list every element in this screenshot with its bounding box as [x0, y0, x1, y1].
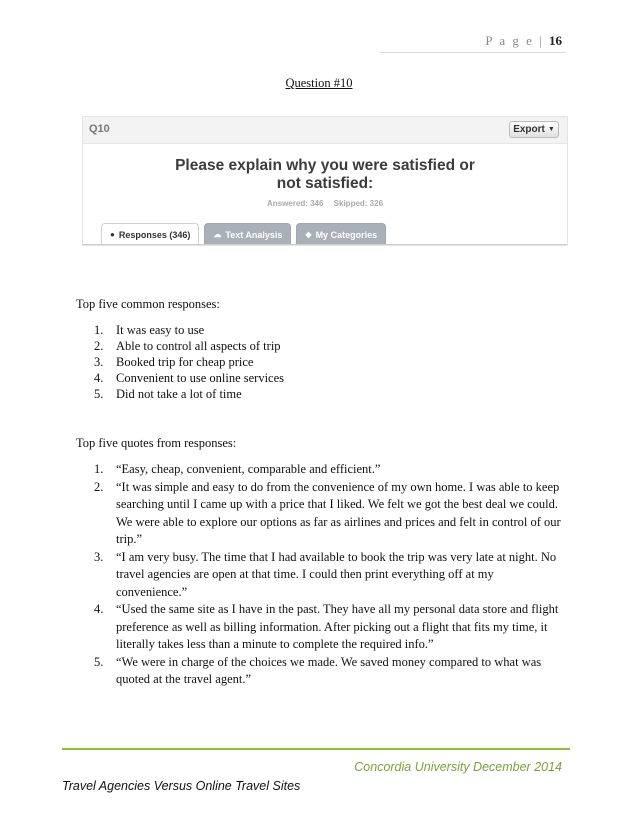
footer-institution: Concordia University December 2014: [354, 760, 562, 774]
survey-question-line-2: not satisfied:: [276, 175, 374, 192]
tab-text-analysis-label: Text Analysis: [225, 229, 283, 240]
page-number: 16: [549, 33, 562, 48]
page-header: [485, 33, 562, 49]
list-item: 1. It was easy to use: [94, 323, 205, 337]
page-separator: |: [539, 33, 544, 48]
tab-text-analysis[interactable]: [204, 223, 291, 245]
list-item: 5. Did not take a lot of time: [94, 387, 242, 401]
quotes-title: Top five quotes from responses:: [76, 436, 237, 450]
speech-bubble-icon: ●: [110, 230, 115, 239]
survey-question-text: [83, 157, 567, 193]
tag-icon: ◆: [305, 230, 312, 239]
panel-tabs: [101, 223, 386, 245]
list-item: 1. “Easy, cheap, convenient, comparable and efficient.”: [94, 462, 381, 476]
response-stats: [83, 199, 567, 208]
skipped-count: Skipped: 326: [333, 199, 384, 208]
panel-toolbar: [83, 117, 567, 144]
tab-my-categories[interactable]: [296, 223, 386, 245]
quotes-list: [94, 461, 568, 689]
export-button[interactable]: [509, 121, 559, 138]
footer-document-title: Travel Agencies Versus Online Travel Sites: [62, 779, 301, 793]
common-responses-list: [94, 322, 534, 402]
export-label: Export: [513, 124, 545, 135]
question-heading: Question #10: [285, 76, 353, 90]
tab-responses-label: Responses (346): [118, 229, 191, 240]
tab-responses[interactable]: [101, 223, 199, 245]
list-item: 3. “I am very busy. The time that I had available to book the trip was very late at night. No travel agencies are open at that time. I could then print everything off at my convenience.”: [94, 549, 557, 599]
list-item: 2. “It was simple and easy to do from the convenience of my own home. I was able to keep searching until I came up with a price that I liked. We felt we got the best deal we could. We were able to explore our options as far as airlines and prices and felt in control of our trip.”: [94, 479, 561, 546]
list-item: 3. Booked trip for cheap price: [94, 355, 254, 369]
survey-question-line-1: Please explain why you were satisfied or: [175, 157, 475, 174]
caret-down-icon: ▼: [547, 126, 555, 133]
header-rule: [380, 52, 566, 53]
cloud-icon: ☁: [213, 230, 222, 239]
tab-divider: [83, 244, 567, 245]
list-item: 2. Able to control all aspects of trip: [94, 339, 281, 353]
answered-count: Answered: 346: [266, 199, 324, 208]
question-id: Q10: [89, 123, 110, 135]
tab-my-categories-label: My Categories: [315, 229, 378, 240]
footer-rule: [62, 748, 570, 750]
page-label: P a g e: [485, 33, 534, 48]
list-item: 5. “We were in charge of the choices we made. We saved money compared to what was quoted at the travel agent.”: [94, 654, 542, 686]
list-item: 4. “Used the same site as I have in the past. They have all my personal data store and flight preference as well as billing information. After picking out a flight that fits my time, it literally takes less than a minute to complete the required info.”: [94, 602, 559, 651]
list-item: 4. Convenient to use online services: [94, 371, 285, 385]
survey-panel-screenshot: [82, 116, 568, 246]
common-responses-title: Top five common responses:: [76, 297, 220, 311]
